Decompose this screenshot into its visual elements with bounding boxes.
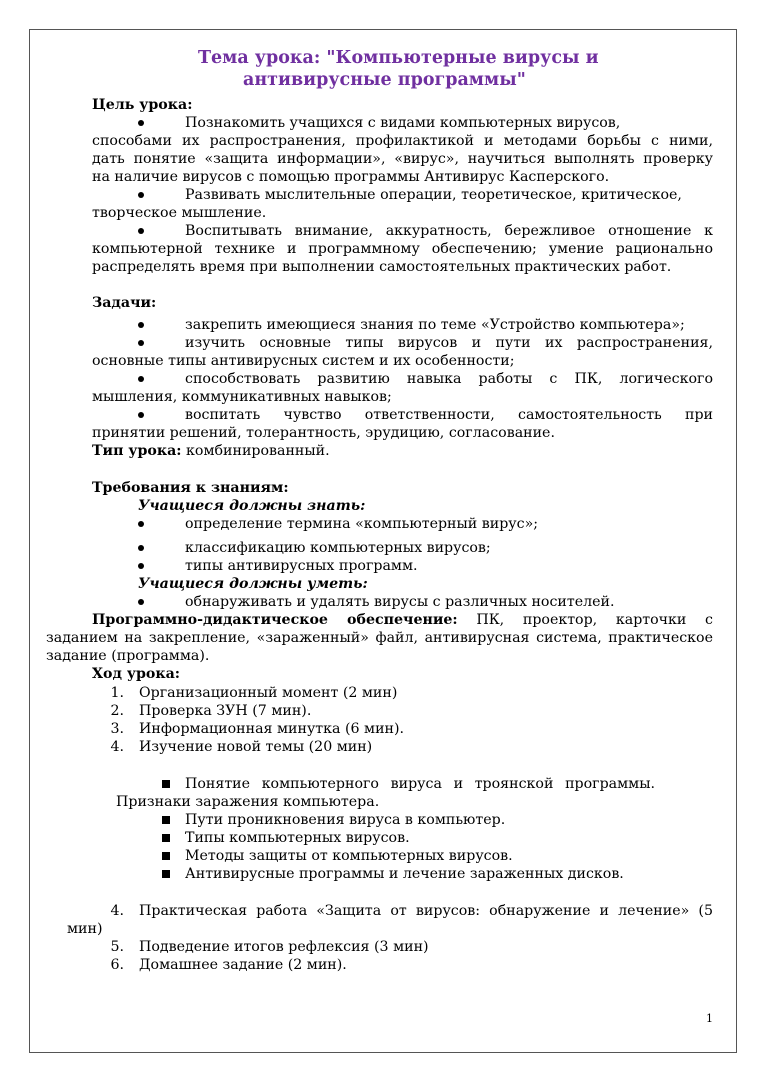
step-text-continuation: мин)	[67, 921, 103, 937]
can-item: обнаруживать и удалять вирусы с различных носителей.	[185, 594, 615, 610]
step-number: 2.	[110, 703, 124, 719]
step-number: 4.	[110, 739, 124, 755]
task-4-line-2: принятии решений, толерантность, эрудицию, согласование.	[92, 425, 555, 441]
square-bullet	[162, 870, 170, 878]
goal-1-line-4: на наличие вирусов с помощью программы Антивирус Касперского.	[92, 169, 610, 185]
goal-3-line-2: компьютерной технике и программному обеспечению; умение рационально	[92, 241, 713, 257]
lesson-type-label: Тип урока:	[92, 443, 182, 459]
step-number: 3.	[110, 721, 124, 737]
bullet	[138, 521, 144, 527]
bullet	[138, 340, 144, 346]
bullet	[138, 376, 144, 382]
bullet	[138, 322, 144, 328]
step-number: 1.	[110, 685, 124, 701]
step-text: Организационный момент (2 мин)	[139, 685, 398, 701]
step-text: Практическая работа «Защита от вирусов: обнаружение и лечение» (5	[139, 903, 713, 919]
step-text: Домашнее задание (2 мин).	[139, 957, 347, 973]
know-heading: Учащиеся должны знать:	[138, 498, 366, 514]
subtopic-1-line-1: Понятие компьютерного вируса и троянской программы.	[185, 776, 655, 792]
task-4-line-1: воспитать чувство ответственности, самостоятельность при	[185, 407, 713, 423]
task-1-line-1: закрепить имеющиеся знания по теме «Устройство компьютера»;	[185, 317, 685, 333]
square-bullet	[162, 852, 170, 860]
bullet	[138, 563, 144, 569]
goal-heading: Цель урока:	[92, 97, 193, 113]
know-item: определение термина «компьютерный вирус»;	[185, 516, 539, 532]
step-number: 6.	[110, 957, 124, 973]
title-line-2: антивирусные программы"	[243, 70, 526, 90]
bullet	[138, 192, 144, 198]
subtopic-item: Антивирусные программы и лечение зараженных дисков.	[185, 866, 624, 882]
bullet	[138, 599, 144, 605]
know-item: классификацию компьютерных вирусов;	[185, 540, 491, 556]
can-heading: Учащиеся должны уметь:	[138, 576, 368, 592]
lesson-type	[92, 442, 330, 460]
goal-1-line-1: Познакомить учащихся с видами компьютерных вирусов,	[185, 115, 621, 131]
bullet	[138, 545, 144, 551]
step-number: 5.	[110, 939, 124, 955]
step-text: Информационная минутка (6 мин).	[139, 721, 405, 737]
goal-1-line-3: дать понятие «защита информации», «вирус», научиться выполнять проверку	[92, 151, 713, 167]
step-text: Проверка ЗУН (7 мин).	[139, 703, 312, 719]
subtopic-item: Пути проникновения вируса в компьютер.	[185, 812, 506, 828]
lesson-type-value: комбинированный.	[181, 443, 330, 459]
equipment-line-3: задание (программа).	[46, 648, 210, 664]
equipment-label: Программно-дидактическое обеспечение:	[92, 612, 458, 628]
requirements-heading: Требования к знаниям:	[92, 480, 289, 496]
know-item: типы антивирусных программ.	[185, 558, 418, 574]
task-2-line-2: основные типы антивирусных систем и их особенности;	[92, 353, 515, 369]
bullet	[138, 228, 144, 234]
goal-2-line-2: творческое мышление.	[92, 205, 267, 221]
goal-3-line-3: распределять время при выполнении самостоятельных практических работ.	[92, 259, 672, 275]
goal-3-line-1: Воспитывать внимание, аккуратность, бережливое отношение к	[185, 223, 713, 239]
equipment-line-2: заданием на закрепление, «зараженный» файл, антивирусная система, практическое	[46, 630, 713, 646]
course-heading: Ход урока:	[92, 666, 181, 682]
square-bullet	[162, 816, 170, 824]
subtopic-1-line-2: Признаки заражения компьютера.	[116, 794, 380, 810]
square-bullet	[162, 780, 170, 788]
square-bullet	[162, 834, 170, 842]
task-3-line-2: мышления, коммуникативных навыков;	[92, 389, 392, 405]
tasks-heading: Задачи:	[92, 295, 157, 311]
step-text: Подведение итогов рефлексия (3 мин)	[139, 939, 429, 955]
step-number: 4.	[110, 903, 124, 919]
title-line-1: Тема урока: "Компьютерные вирусы и	[198, 48, 599, 68]
subtopic-item: Типы компьютерных вирусов.	[185, 830, 410, 846]
equipment-line-1	[92, 611, 713, 629]
step-text: Изучение новой темы (20 мин)	[139, 739, 373, 755]
equipment-line-1-rest: ПК, проектор, карточки с	[476, 612, 713, 628]
task-2-line-1: изучить основные типы вирусов и пути их распространения,	[185, 335, 713, 351]
page-number: 1	[706, 1012, 713, 1025]
bullet	[138, 120, 144, 126]
goal-1-line-2: способами их распространения, профилактикой и методами борьбы с ними,	[92, 133, 713, 149]
bullet	[138, 412, 144, 418]
task-3-line-1: способствовать развитию навыка работы с ПК, логического	[185, 371, 713, 387]
goal-2-line-1: Развивать мыслительные операции, теоретическое, критическое,	[185, 187, 682, 203]
subtopic-item: Методы защиты от компьютерных вирусов.	[185, 848, 513, 864]
